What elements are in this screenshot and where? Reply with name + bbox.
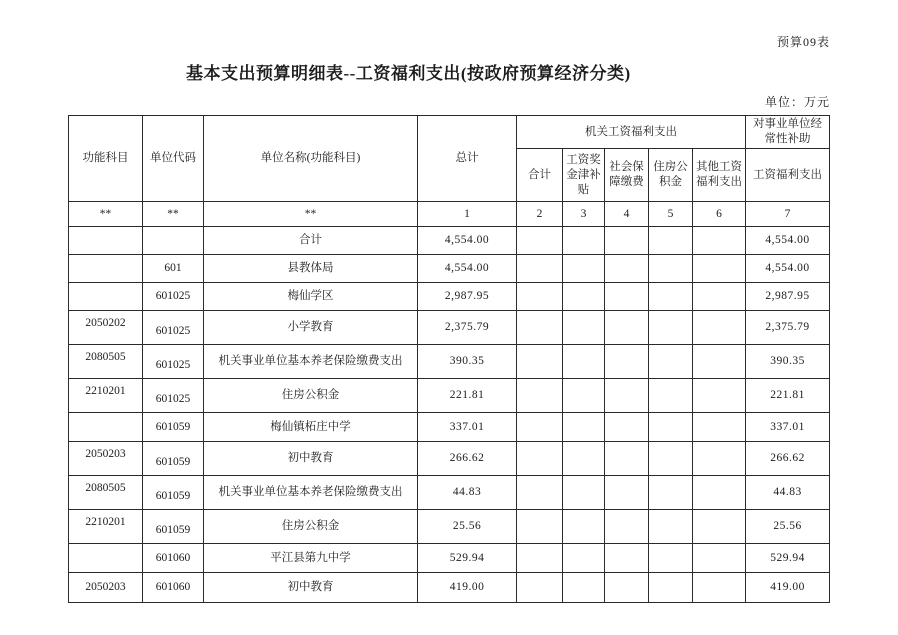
cell-unit-code: 601060 <box>143 573 204 603</box>
table-row <box>69 379 830 413</box>
cell-unit-name: 梅仙镇柘庄中学 <box>204 413 418 442</box>
cell-housing-fund <box>649 442 693 476</box>
table-row <box>69 311 830 345</box>
cell-unit-code: 601059 <box>143 413 204 442</box>
header-unit-name: 单位名称(功能科目) <box>204 116 418 202</box>
cell-total: 390.35 <box>418 345 517 379</box>
header-wage-bonus: 工资奖金津补贴 <box>563 149 605 202</box>
cell-housing-fund <box>649 510 693 544</box>
cell-housing-fund <box>649 379 693 413</box>
index-cell: 1 <box>418 202 517 227</box>
table-row <box>69 413 830 442</box>
header-total: 总计 <box>418 116 517 202</box>
index-cell: 7 <box>746 202 830 227</box>
cell-wage-bonus <box>563 255 605 283</box>
cell-agency-total <box>517 227 563 255</box>
cell-total: 221.81 <box>418 379 517 413</box>
table-row <box>69 573 830 603</box>
cell-subsidy: 25.56 <box>746 510 830 544</box>
cell-func-code <box>69 283 143 311</box>
cell-social-security <box>605 413 649 442</box>
cell-social-security <box>605 379 649 413</box>
cell-total: 4,554.00 <box>418 227 517 255</box>
header-agency-total: 合计 <box>517 149 563 202</box>
cell-housing-fund <box>649 255 693 283</box>
cell-subsidy: 529.94 <box>746 544 830 573</box>
cell-wage-bonus <box>563 442 605 476</box>
cell-wage-bonus <box>563 379 605 413</box>
cell-unit-name: 合计 <box>204 227 418 255</box>
cell-total: 337.01 <box>418 413 517 442</box>
cell-func-code: 2210201 <box>69 510 143 544</box>
cell-other-wage <box>693 442 746 476</box>
cell-housing-fund <box>649 573 693 603</box>
table-row <box>69 227 830 255</box>
cell-housing-fund <box>649 227 693 255</box>
cell-unit-name: 平江县第九中学 <box>204 544 418 573</box>
cell-total: 419.00 <box>418 573 517 603</box>
header-social-security: 社会保障缴费 <box>605 149 649 202</box>
cell-agency-total <box>517 255 563 283</box>
sheet-number-label: 预算09表 <box>776 35 830 49</box>
cell-housing-fund <box>649 345 693 379</box>
cell-wage-bonus <box>563 227 605 255</box>
cell-other-wage <box>693 544 746 573</box>
cell-subsidy: 4,554.00 <box>746 227 830 255</box>
cell-total: 44.83 <box>418 476 517 510</box>
cell-unit-code: 601060 <box>143 544 204 573</box>
index-cell: 5 <box>649 202 693 227</box>
cell-unit-code: 601059 <box>143 476 204 510</box>
unit-note: 单位：万元 <box>764 95 830 109</box>
cell-wage-bonus <box>563 413 605 442</box>
cell-func-code <box>69 255 143 283</box>
cell-unit-code: 601025 <box>143 345 204 379</box>
cell-wage-bonus <box>563 573 605 603</box>
cell-func-code <box>69 227 143 255</box>
cell-unit-name: 机关事业单位基本养老保险缴费支出 <box>204 345 418 379</box>
cell-unit-code <box>143 227 204 255</box>
cell-func-code: 2080505 <box>69 476 143 510</box>
cell-other-wage <box>693 227 746 255</box>
cell-subsidy: 221.81 <box>746 379 830 413</box>
cell-unit-code: 601059 <box>143 442 204 476</box>
cell-other-wage <box>693 255 746 283</box>
cell-subsidy: 44.83 <box>746 476 830 510</box>
cell-other-wage <box>693 283 746 311</box>
cell-total: 2,375.79 <box>418 311 517 345</box>
cell-housing-fund <box>649 283 693 311</box>
index-cell: ** <box>143 202 204 227</box>
cell-func-code: 2080505 <box>69 345 143 379</box>
cell-unit-code: 601 <box>143 255 204 283</box>
cell-other-wage <box>693 379 746 413</box>
cell-total: 25.56 <box>418 510 517 544</box>
header-func-code: 功能科目 <box>69 116 143 202</box>
cell-unit-code: 601025 <box>143 283 204 311</box>
index-cell: 4 <box>605 202 649 227</box>
cell-subsidy: 4,554.00 <box>746 255 830 283</box>
cell-social-security <box>605 283 649 311</box>
cell-agency-total <box>517 544 563 573</box>
cell-agency-total <box>517 442 563 476</box>
index-cell: 6 <box>693 202 746 227</box>
cell-total: 2,987.95 <box>418 283 517 311</box>
cell-subsidy: 337.01 <box>746 413 830 442</box>
cell-wage-bonus <box>563 311 605 345</box>
budget-table <box>68 115 830 603</box>
cell-other-wage <box>693 573 746 603</box>
header-subsidy-group: 对事业单位经常性补助 <box>746 116 830 149</box>
table-row <box>69 510 830 544</box>
cell-func-code: 2050203 <box>69 573 143 603</box>
cell-agency-total <box>517 311 563 345</box>
cell-social-security <box>605 345 649 379</box>
table-row <box>69 476 830 510</box>
page-title: 基本支出预算明细表--工资福利支出(按政府预算经济分类) <box>186 64 631 83</box>
cell-wage-bonus <box>563 544 605 573</box>
cell-wage-bonus <box>563 510 605 544</box>
cell-total: 529.94 <box>418 544 517 573</box>
table-row <box>69 544 830 573</box>
cell-wage-bonus <box>563 283 605 311</box>
cell-unit-name: 小学教育 <box>204 311 418 345</box>
cell-unit-name: 初中教育 <box>204 573 418 603</box>
cell-unit-name: 初中教育 <box>204 442 418 476</box>
index-cell: 3 <box>563 202 605 227</box>
index-cell: ** <box>204 202 418 227</box>
cell-unit-code: 601059 <box>143 510 204 544</box>
header-other-wage: 其他工资福利支出 <box>693 149 746 202</box>
cell-subsidy: 2,987.95 <box>746 283 830 311</box>
cell-agency-total <box>517 510 563 544</box>
cell-func-code <box>69 413 143 442</box>
cell-agency-total <box>517 413 563 442</box>
cell-subsidy: 2,375.79 <box>746 311 830 345</box>
cell-subsidy: 390.35 <box>746 345 830 379</box>
header-housing-fund: 住房公积金 <box>649 149 693 202</box>
cell-func-code <box>69 544 143 573</box>
cell-social-security <box>605 573 649 603</box>
cell-subsidy: 419.00 <box>746 573 830 603</box>
cell-unit-code: 601025 <box>143 379 204 413</box>
cell-agency-total <box>517 283 563 311</box>
table-row <box>69 345 830 379</box>
cell-other-wage <box>693 345 746 379</box>
header-subsidy-wage: 工资福利支出 <box>746 149 830 202</box>
cell-agency-total <box>517 573 563 603</box>
cell-social-security <box>605 227 649 255</box>
cell-subsidy: 266.62 <box>746 442 830 476</box>
index-cell: ** <box>69 202 143 227</box>
cell-social-security <box>605 544 649 573</box>
cell-unit-code: 601025 <box>143 311 204 345</box>
cell-wage-bonus <box>563 345 605 379</box>
cell-func-code: 2210201 <box>69 379 143 413</box>
cell-total: 266.62 <box>418 442 517 476</box>
header-agency-group: 机关工资福利支出 <box>517 116 746 149</box>
cell-social-security <box>605 255 649 283</box>
table-row <box>69 283 830 311</box>
cell-social-security <box>605 311 649 345</box>
cell-agency-total <box>517 476 563 510</box>
cell-other-wage <box>693 476 746 510</box>
cell-wage-bonus <box>563 476 605 510</box>
cell-housing-fund <box>649 544 693 573</box>
cell-housing-fund <box>649 311 693 345</box>
cell-housing-fund <box>649 476 693 510</box>
cell-unit-name: 住房公积金 <box>204 510 418 544</box>
table-row <box>69 442 830 476</box>
cell-social-security <box>605 476 649 510</box>
cell-func-code: 2050202 <box>69 311 143 345</box>
table-row <box>69 255 830 283</box>
cell-housing-fund <box>649 413 693 442</box>
header-row-index <box>69 202 830 227</box>
cell-unit-name: 住房公积金 <box>204 379 418 413</box>
cell-unit-name: 梅仙学区 <box>204 283 418 311</box>
cell-unit-name: 县教体局 <box>204 255 418 283</box>
header-row-group <box>69 116 830 149</box>
cell-other-wage <box>693 413 746 442</box>
cell-other-wage <box>693 311 746 345</box>
cell-unit-name: 机关事业单位基本养老保险缴费支出 <box>204 476 418 510</box>
cell-social-security <box>605 510 649 544</box>
index-cell: 2 <box>517 202 563 227</box>
header-unit-code: 单位代码 <box>143 116 204 202</box>
cell-social-security <box>605 442 649 476</box>
cell-agency-total <box>517 345 563 379</box>
cell-agency-total <box>517 379 563 413</box>
cell-func-code: 2050203 <box>69 442 143 476</box>
cell-total: 4,554.00 <box>418 255 517 283</box>
cell-other-wage <box>693 510 746 544</box>
